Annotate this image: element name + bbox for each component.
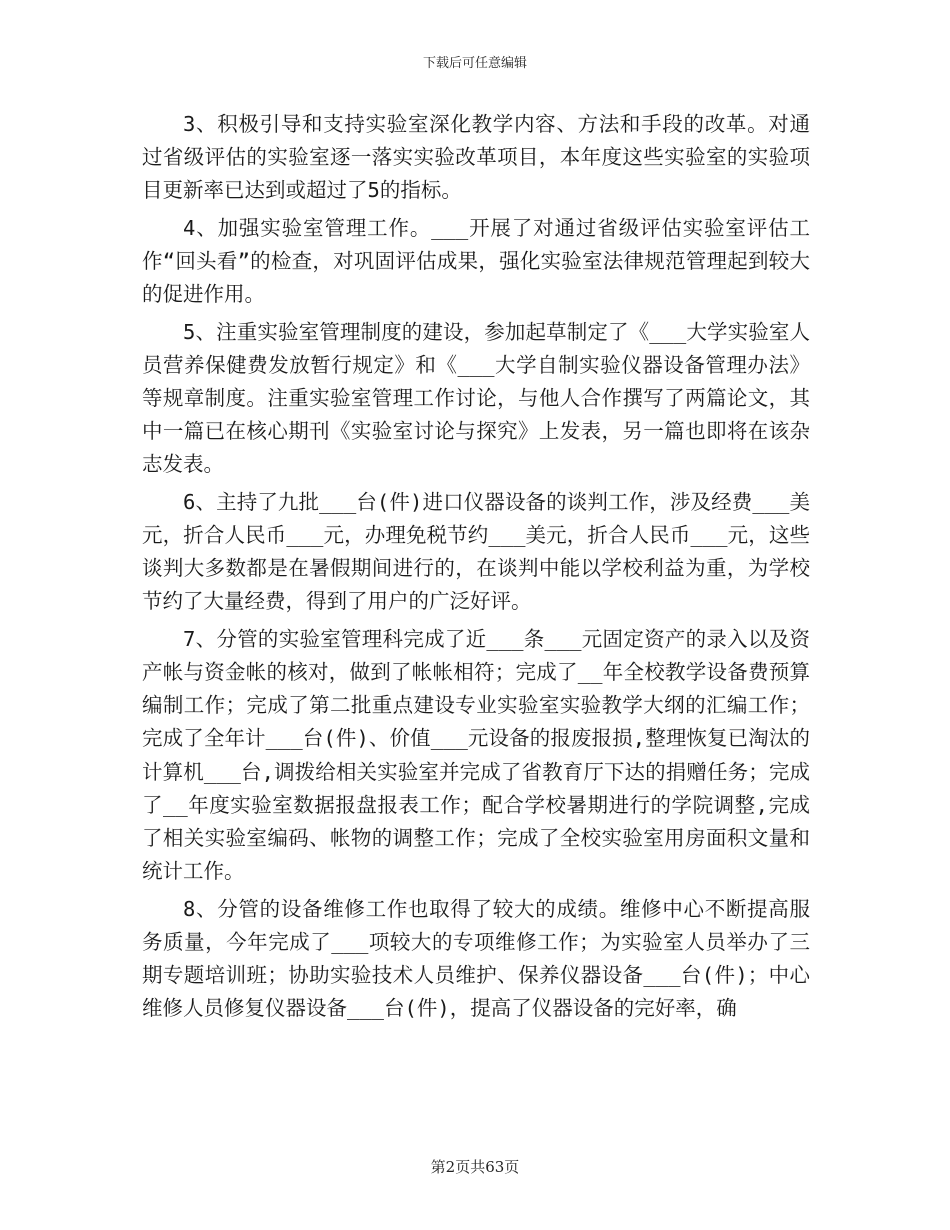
paragraph-8: 8、分管的设备维修工作也取得了较大的成绩。维修中心不断提高服务质量，今年完成了___项较大的专项维修工作；为实验室人员举办了三期专题培训班；协助实验技术人员维护、保养仪器设备___台(件)；中心维修人员修复仪器设备___台(件)，提高了仪器设备的完好率，确 <box>142 896 810 1021</box>
paragraph-7: 7、分管的实验室管理科完成了近___条___元固定资产的录入以及资产帐与资金帐的核对，做到了帐帐相符；完成了__年全校教学设备费预算编制工作；完成了第二批重点建设专业实验室实验教学大纲的汇编工作；完成了全年计___台(件)、价值___元设备的报废报损,整理恢复已淘汰的计算机___台,调拨给相关实验室并完成了省教育厅下达的捐赠任务；完成了__年度实验室数据报盘报表工作；配合学校暑期进行的学院调整,完成了相关实验室编码、帐物的调整工作；完成了全校实验室用房面积文量和统计工作。 <box>142 626 810 884</box>
paragraph-3: 3、积极引导和支持实验室深化教学内容、方法和手段的改革。对通过省级评估的实验室逐一落实实验改革项目，本年度这些实验室的实验项目更新率已达到或超过了5的指标。 <box>142 112 810 203</box>
page-number: 第2页共63页 <box>430 1158 520 1176</box>
paragraph-6: 6、主持了九批___台(件)进口仪器设备的谈判工作，涉及经费___美元，折合人民币___元，办理免税节约___美元，折合人民币___元，这些谈判大多数都是在暑假期间进行的，在谈判中能以学校利益为重，为学校节约了大量经费，得到了用户的广泛好评。 <box>142 489 810 614</box>
page-header: 下载后可任意编辑 <box>422 56 527 71</box>
paragraph-5: 5、注重实验室管理制度的建设，参加起草制定了《___大学实验室人员营养保健费发放暂行规定》和《___大学自制实验仪器设备管理办法》等规章制度。注重实验室管理工作讨论，与他人合作撰写了两篇论文，其中一篇已在核心期刊《实验室讨论与探究》上发表，另一篇也即将在该杂志发表。 <box>142 319 810 477</box>
paragraph-4: 4、加强实验室管理工作。___开展了对通过省级评估实验室评估工作“回头看”的检查，对巩固评估成果，强化实验室法律规范管理起到较大的促进作用。 <box>142 215 810 307</box>
document-body <box>142 108 810 1030</box>
